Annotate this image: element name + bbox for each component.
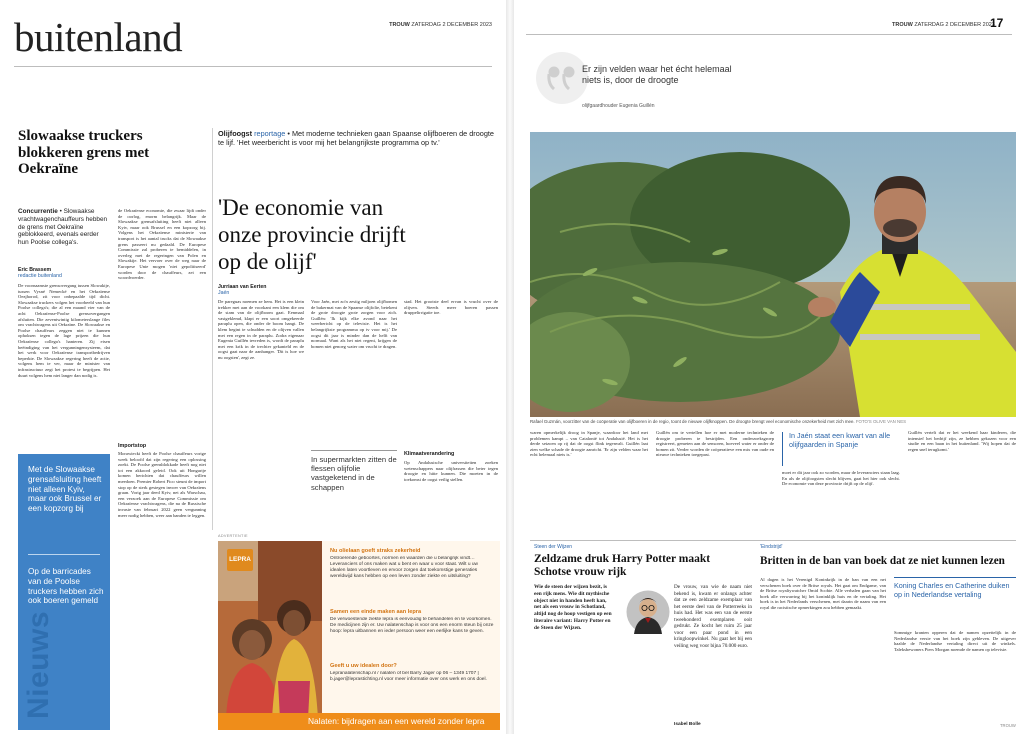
slovak-byline <box>18 267 110 280</box>
header-date-right: ZATERDAG 2 DECEMBER 2023 <box>914 22 995 28</box>
ad-body-2: De verwoestende ziekte lepra is eenvoudig te behandelen én te voorkomen. De medicijnen zijn er. Uw nalatenschap is voor ons een enorm steun bij onze hoop: lepra uitbannen en ieder persoon weer een eerlijke kans te geven. <box>330 617 494 635</box>
britain-pull-quote: Koning Charles en Catherine duiken op in Nederlandse vertaling <box>894 581 1010 599</box>
column-divider <box>212 128 213 530</box>
header-date: ZATERDAG 2 DECEMBER 2023 <box>411 22 492 28</box>
photo-caption-text: Rafael Guzmán, voorzitter van de coöperatie van olijfboeren in de regio, toont de nieuwe olijfknoppen. De droogte brengt veel economische onzekerheid met zich mee. <box>530 419 855 424</box>
feature-quote: Er zijn velden waar het écht helemaal niets is, door de droogte <box>582 64 732 86</box>
ad-title-1: Nu olielaan goeft straks zekerheid <box>330 548 421 554</box>
right-page <box>514 0 1024 734</box>
photo-caption <box>530 419 1016 424</box>
olive-pull-quote-box <box>311 450 397 510</box>
olive-pull-quote: In supermarkten zitten de flessen olijfolie vastgeketend in de schappen <box>311 455 397 492</box>
photo-credit: FOTO'S OLIVE VAN NES <box>855 419 907 424</box>
slovak-intro-text: • Slowaakse vrachtwagenchauffeurs hebben de grens met Oekraïne geblokkeerd, evenals eerder hun Poolse collega's. <box>18 208 108 247</box>
page-header <box>14 22 492 28</box>
britain-headline: Britten in de ban van boek dat ze niet kunnen lezen <box>760 555 1005 567</box>
olive-col3b: Op Andalusische universiteiten zoeken wetenschappers naar olijfrassen die beter tegen droogte en hitte kunnen. Die moeten in de toekomst de oogst veilig stellen. <box>404 460 498 482</box>
slovak-col2b: Morawiecki heeft de Poolse chauffeurs vorige week beloofd dat zijn regering een oplossing zoekt. De Poolse grensblokkade heeft nog niet tot een akkoord geleid. Ook uit Hongarije komen berichten dat chauffeurs willen meedoen. Premier Robert Fico steunt de import stop op de sterk gestegen invoer van Oekraïens graan. Vorig jaar deed Kyiv, net als Warschau, een verzoek aan de Europese Commissie om Oekraïense vrachtwagens, die na de Russische invasie van februari 2022 geen vergunning meer nodig hebben, weer aan banden te leggen. <box>118 451 206 518</box>
olive-kicker: Olijfoogst <box>218 129 253 138</box>
olive-dek <box>218 129 498 147</box>
sidebar-vertical-label: Nieuws <box>22 610 55 719</box>
brand-logo-right: TROUW <box>892 22 913 28</box>
potter-author: Isabel Bolle <box>674 722 701 727</box>
olive-subhead: Klimaatverandering <box>404 451 455 457</box>
sidebar-callout-2: Op de barricades van de Poolse truckers hebben zich ook boeren gemeld <box>28 567 104 606</box>
sidebar-callout-1: Met de Slowaakse grensafsluiting heeft niet alleen Kyiv, maar ook Brussel er een kopzorg bij <box>28 465 102 514</box>
ad-title-2: Samen een einde maken aan lepra <box>330 609 422 615</box>
slovak-col2: de Oekraïense economie, die zwaar lijdt onder de oorlog, enorm belangrijk. Maar de Slowaakse grensafsluiting heeft niet alleen Kyiv, maar ook Brussel en een kopzorg bij. Volgens het Oekraïense ministerie van transport is het aantal trucks dat de Slowaakse grens passeert nu gedaald. De Europese Commissie zal proberen te bemiddelen, in overleg met de regeringen van Polen en Slowakije. Het vervoer over de weg naar de Europese Unie mogen 'niet gepolitiseerd' worden door de chauffeurs, zei een woordvoerder. <box>118 208 206 281</box>
slovak-kicker: Concurrentie <box>18 208 58 215</box>
olive-col2: Voor Jaén, met zo'n zestig miljoen olijfbomen de bakermat van de Spaanse olijfolie, betekent de grote droogte grote zorgen voor zich. Guillén: 'Ik kijk elke avond naar het weerbericht op de televisie. Het is het belangrijkste programma op tv voor mij.' De oogst dit jaar is minder dan de helft van normaal. Want als het niet regent, krijgen de bomen niet genoeg water om vrucht te dragen. <box>311 299 397 349</box>
olive-genre: reportage <box>254 129 286 138</box>
slovak-intro <box>18 208 110 247</box>
page-gutter <box>506 0 514 734</box>
continuation-col3: moet er dit jaar ook zo worden, maar de leveranciers staan laag. En als de olijfoogsten slecht blijven, gaat het hier ook slecht. De economie van deze provincie drijft op de olijf. <box>782 470 900 487</box>
olive-col1: De pareguas noemen ze hem. Het is een klein trekker met aan de voorkant een klem die om de stam van de olijfboom gaat. Eenmaal vastgeklemd, klapt er een soort omgekeerde paraplu open, die onder de boom hangt. De klem begint te schudden en de olijven vallen met een regen in de paraplu. Zodra eigenaar Eugenia Guillén tevreden is, wordt de paraplu met een krik in de trechter gekanteld en de oogst gaat naar de aanhanger. 'Dit is hoe we nu oogsten', zegt ze. <box>218 299 304 360</box>
continuation-col1: waren opmerkelijk droog in Spanje, waardoor het land met problemen kampt – van Catalonië tot Andalusië. Het is het derde seizoen op rij dat de oogst flink tegenvalt. Guillén laat zien welke schade de droogte aanricht. 'Er zijn velden waar het echt helemaal niets is.' <box>530 430 648 458</box>
harry-potter-portrait <box>626 590 670 634</box>
ad-banner[interactable]: Nalaten: bijdragen aan een wereld zonder lepra <box>218 713 500 730</box>
title-rule <box>14 66 492 67</box>
britain-section-label-visible: 'Eindstrijd' <box>760 544 783 550</box>
olive-author: Jurriaan van Eerten <box>218 284 267 290</box>
slovak-author: Eric Brassem <box>18 267 52 273</box>
page-header-right <box>892 22 995 28</box>
ad-label: ADVERTENTIE <box>218 534 248 538</box>
slovak-subhead: Importstop <box>118 443 147 449</box>
slovak-headline: Slowaakse truckers blokkeren grens met Oekraïne <box>18 128 150 177</box>
potter-section-label: Steen der Wijzen <box>534 544 573 550</box>
potter-body: De vrouw, van wie de naam niet bekend is, kwam er onlangs achter dat ze een zeldzame exemplaar van het eerste deel van de Potterreeks in huis had. Het was een van de eerste tweehonderd exemplaren ooit gedrukt. Ze kocht het ruim 25 jaar voor een paar pond in een kringloopwinkel. Nu gaat het bij een veiling weg voor bijna 70.000 euro. <box>674 584 752 649</box>
left-page <box>0 0 506 734</box>
britain-pull-quote-box <box>894 577 1016 625</box>
potter-lead: Wie de steen der wijzen bezit, is een rijk mens. Wie dit mythische object niet in handen heeft kan, net als een vrouw in Schotland, altijd nog de hoop vestigen op een literaire variant: Harry Potter en de Steen der Wijzen. <box>534 584 612 631</box>
potter-headline: Zeldzame druk Harry Potter maakt Schotse vrouw rijk <box>534 553 711 578</box>
sidebar-divider <box>28 554 100 555</box>
ad-title-3: Geeft u uw idealen door? <box>330 663 397 669</box>
section-title: buitenland <box>14 14 183 60</box>
ad-body-1: Ontroerende geboortes, normen en waarden die u belangrijk vindt… Leveranciers of ons maken wat u bent en waar u voor staat. Wilt u uw idealen laten voortleven en ervoor zorgen dat toekomstige generaties wereldwijd kans hebben op een leven zonder ziekte en uitsluiting? <box>330 556 478 580</box>
ad-body-3: Lepranalatenschap.nl / nalaten of bel Barry Jager op 06 – 1349 1707 | b.jager@leprastichting.nl voor meer informatie over ons werk en ons doel. <box>330 671 487 683</box>
advertisement[interactable] <box>218 541 500 730</box>
quote-attribution: olijfgaardhouder Eugenia Guillén <box>582 103 655 109</box>
slovak-author-role: redactie buitenland <box>18 273 62 280</box>
britain-body: Al dagen is het Verenigd Koninkrijk in de ban van een net verschenen boek over de Britse royals. Het gaat om Endgame, van de Britse royaltywatcher Omid Scobie. Alle verhalen gaan van het boek alle verwarring bij het koninklijk huis en de vertaling. Het boek is in het Nederlands verschenen, met daarin de naam van een royal die racistische opmerkingen zou hebben gemaakt. <box>760 577 886 610</box>
bottom-section-rule <box>530 540 1016 541</box>
inline-quote-box <box>782 432 900 466</box>
slovak-sidebar <box>18 454 110 730</box>
olive-location: Jaén <box>218 290 230 297</box>
lepra-logo-text: LEPRA <box>229 556 251 563</box>
olive-headline: 'De economie van onze provincie drijft op de olijf' <box>218 195 406 274</box>
lepra-logo <box>227 549 253 571</box>
page-number: 17 <box>990 16 1004 30</box>
continuation-col4: Guillén vertelt dat er het weekend haar kinderen, die intensief het bedrijf zijn, ze hebben gekozen voor een studie en een baan in het buitenland. 'Wij hopen dat de regen snel terugkomt.' <box>908 430 1016 452</box>
continuation-col2: Guillén om te vertellen hoe er met moderne technieken de droogte proberen te bestrijden. Een onderzoeksgroep registreert, gemeten aan de sensoren, hoeveel water er onder de bomen zit. Verder worden de coöperatieve een mix van oude en nieuwe technieken toegepast. <box>656 430 774 458</box>
britain-body-2: Sommige kranten opperen dat de namen opzettelijk in de Nederlandse versie van het boek zijn gebleven. De uitgever haalde de Nederlandse vertaling direct uit de winkels. Taleksbewoners Piers Morgan noemde de namen op televisie. <box>894 630 1016 652</box>
inline-quote: In Jaén staat een kwart van alle olijfgaarden in Spanje <box>789 431 891 449</box>
slovak-col1: De voornaamste grensovergang tussen Slowakije, tussen Vysné Nemecké en het Oekraïense Oezjhorod, zit voor onbepaalde tijd dicht. Slowaakse truckers volgen het voorbeeld van hun Poolse collega's; die al een maand vier van de acht Oekraïense-Poolse grensovergangen afsluiten. Die zeventwintig kilometerslange files om vrachtwagens uit Oekraïne. De Slowaakse en Poolse chauffeurs zeggen niet te kunnen ophoksen tegen de lage prijzen die hun Oekraïense collega's hanteren. Zij eisen beëindiging van het vergunningensysteem, dat het werk voor Oekraïense transportbedrijven beperkte. De Slowaakse regering heeft de actie, volgens hem te ver, maar de minister van infrastructuur zegt het protest te begrijpen. Het duurt volgens hem niet langer dan nodig is. <box>18 283 110 378</box>
header-rule-right <box>526 34 1012 35</box>
olive-farmer-photo <box>530 132 1016 417</box>
olive-byline <box>218 284 266 297</box>
britain-credit: TROUW <box>1000 723 1016 728</box>
olive-col3: stad. Het grootste deel ervan is vrucht over de olijven. Steeds meer boeren passen druppelirrigatie toe. <box>404 299 498 316</box>
brand-logo: TROUW <box>389 22 410 28</box>
olive-dek-text: • Met moderne technieken gaan Spaanse olijfboeren de droogte te lijf. 'Het weerbericht is voor mij het belangrijkste programma op tv.' <box>218 129 494 148</box>
